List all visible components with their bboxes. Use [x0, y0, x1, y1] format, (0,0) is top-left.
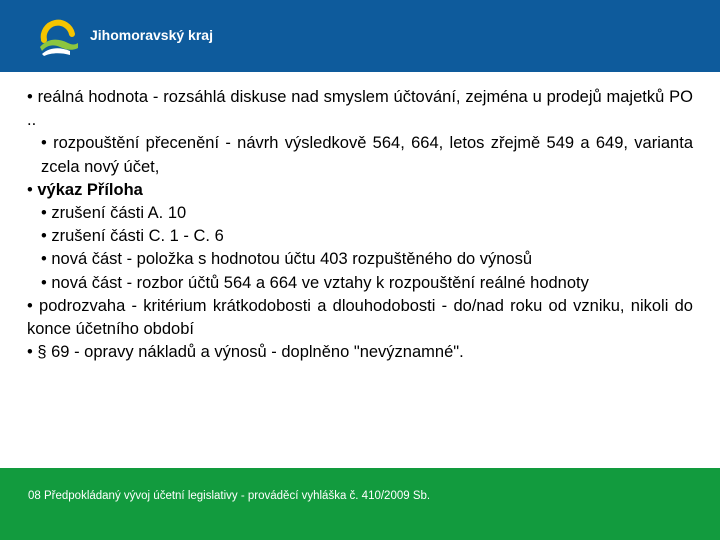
- bullet-item: [27, 179, 693, 202]
- bullet-icon: •: [41, 227, 47, 246]
- logo-text: Jihomoravský kraj: [90, 27, 213, 43]
- bullet-text: § 69 - opravy nákladů a výnosů - doplněno "nevýznamné".: [37, 343, 464, 362]
- header-bar: [0, 0, 720, 72]
- bullet-item: [27, 295, 693, 341]
- bullet-icon: •: [27, 88, 33, 106]
- bullet-text: výkaz Příloha: [37, 180, 143, 199]
- bullet-text: zrušení části A. 10: [51, 204, 187, 223]
- bullet-text: podrozvaha - kritérium krátkodobosti a dlouhodobosti - do/nad roku od vzniku, nikoli do konce účetního období: [27, 296, 693, 339]
- bullet-icon: •: [41, 250, 47, 269]
- slide-content: [27, 86, 693, 364]
- bullet-item: [27, 341, 693, 364]
- footer-bar: [0, 468, 720, 540]
- bullet-text: nová část - rozbor účtů 564 a 664 ve vztahy k rozpouštění reálné hodnoty: [51, 273, 589, 292]
- bullet-icon: •: [41, 204, 47, 223]
- bullet-text: nová část - položka s hodnotou účtu 403 rozpuštěného do výnosů: [51, 250, 533, 269]
- bullet-text: zrušení části C. 1 - C. 6: [51, 227, 224, 246]
- bullet-icon: •: [27, 343, 33, 362]
- bullet-item: [27, 86, 693, 132]
- sub-bullet-item: [27, 248, 693, 271]
- sub-bullet-item: [27, 132, 693, 178]
- bullet-icon: •: [41, 273, 47, 292]
- bullet-icon: •: [27, 180, 33, 199]
- sub-bullet-item: [27, 202, 693, 225]
- sub-bullet-item: [27, 272, 693, 295]
- sun-logo-icon: [38, 14, 78, 56]
- bullet-text: reálná hodnota - rozsáhlá diskuse nad smyslem účtování, zejména u prodejů majetků PO ..: [27, 88, 693, 130]
- bullet-icon: •: [27, 296, 33, 315]
- bullet-text: rozpouštění přecenění - návrh výsledkově 564, 664, letos zřejmě 549 a 649, varianta zcela nový účet,: [41, 134, 693, 176]
- bullet-icon: •: [41, 134, 47, 153]
- footer-text: 08 Předpokládaný vývoj účetní legislativy - prováděcí vyhláška č. 410/2009 Sb.: [28, 490, 431, 502]
- sub-bullet-item: [27, 225, 693, 248]
